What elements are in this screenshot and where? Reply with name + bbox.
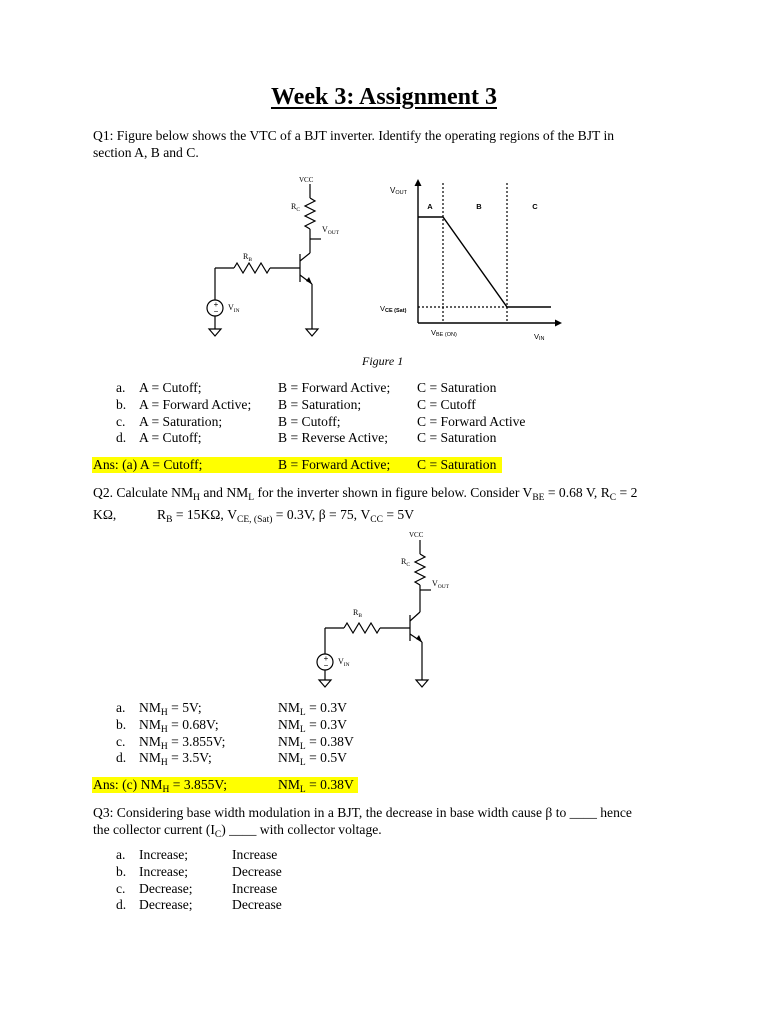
vout-axis-label: VOUT	[390, 186, 407, 196]
option-letter: d.	[116, 750, 127, 766]
q1-answer-c3: C = Saturation	[417, 457, 497, 472]
option-nmh: $NM_H = 3.855V$;	[139, 733, 226, 752]
q3-option-row[interactable]	[116, 864, 416, 881]
rb-label: $R_B$	[243, 252, 253, 263]
q1-answer	[92, 457, 502, 473]
q1-option-row[interactable]	[116, 430, 676, 447]
q2-answer-l: $NM_L = 0.38V$	[278, 777, 354, 795]
rc-label: $R_C$	[291, 202, 301, 213]
svg-text:−: −	[213, 307, 219, 316]
q2-answer	[92, 777, 358, 793]
option-nml: $NM_L = 0.38V$	[278, 733, 354, 752]
q1-option-row[interactable]	[116, 380, 676, 397]
q1-option-row[interactable]	[116, 414, 676, 431]
option-letter: a.	[116, 700, 126, 715]
option-region-b: B = Reverse Active;	[278, 430, 388, 446]
option-region-b: B = Forward Active;	[278, 380, 391, 395]
q1-option-row[interactable]	[116, 397, 676, 414]
q3-option-row[interactable]	[116, 897, 416, 914]
q1-circuit-diagram	[195, 170, 355, 342]
q3-line-1: Q3: Considering base width modulation in a BJT, the decrease in base width cause β to ____ hence	[93, 805, 632, 820]
region-a-label: A	[427, 202, 433, 211]
option-beta: Decrease;	[139, 897, 193, 913]
q2-vcc-label: VCC	[409, 531, 424, 539]
q2-option-row[interactable]	[116, 700, 516, 717]
page-title: Week 3: Assignment 3	[270, 84, 497, 110]
option-region-c: C = Forward Active	[417, 413, 526, 429]
q2-line-2: KΩ, $R_B = 15K\Omega$, $V_{CE, (Sat)} = 0.3V$, β = 75, $V_{CC} = 5V$	[93, 506, 415, 525]
option-nml: $NM_L = 0.3V$	[278, 716, 347, 735]
option-nmh: $NM_H = 0.68V$;	[139, 716, 219, 735]
option-nml: $NM_L = 0.3V$	[278, 700, 347, 718]
q2-vout-label: $V_{OUT}$	[432, 579, 450, 590]
option-letter: d.	[116, 897, 127, 913]
q2-vin-label: $V_{IN}$	[338, 657, 350, 668]
q3-options	[116, 847, 416, 914]
vin-axis-label: VIN	[534, 332, 545, 342]
option-region-a: A = Cutoff;	[139, 380, 202, 395]
q2-options	[116, 700, 516, 767]
vout-label: $V_{OUT}$	[322, 225, 340, 236]
option-region-c: C = Cutoff	[417, 396, 476, 412]
option-beta: Increase;	[139, 863, 189, 879]
option-letter: b.	[116, 716, 127, 732]
option-ic: Increase	[232, 880, 278, 896]
option-region-a: A = Cutoff;	[139, 430, 202, 446]
q3-question	[93, 805, 713, 843]
q2-line-1: Q2. Calculate $NM_H$ and $NM_L$ for the inverter shown in figure below. Consider $V_{BE} = 0.68$ V, $R_C = 2$	[93, 485, 638, 503]
svg-text:+: +	[213, 300, 219, 309]
vce-sat-label: VCE (Sat)	[380, 304, 407, 314]
figure-caption: Figure 1	[362, 354, 404, 368]
option-letter: d.	[116, 430, 127, 446]
q2-question	[93, 485, 693, 524]
q1-question	[93, 128, 614, 161]
option-ic: Decrease	[232, 897, 282, 913]
vcc-label: VCC	[299, 176, 314, 184]
option-ic: Decrease	[232, 863, 282, 879]
q2-option-row[interactable]	[116, 734, 516, 751]
option-region-b: B = Saturation;	[278, 396, 362, 412]
option-letter: c.	[116, 413, 126, 429]
option-beta: Increase;	[139, 847, 189, 862]
q2-answer-h: Ans: (c) $NM_H = 3.855V$;	[93, 777, 227, 795]
svg-text:+: +	[323, 654, 329, 663]
option-region-b: B = Cutoff;	[278, 413, 341, 429]
option-nmh: $NM_H = 5V$;	[139, 700, 202, 718]
option-letter: a.	[116, 847, 126, 862]
vtc-plot	[375, 175, 575, 347]
q1-options	[116, 380, 676, 447]
vin-label: $V_{IN}$	[228, 303, 240, 314]
option-ic: Increase	[232, 847, 278, 862]
q2-circuit-diagram	[305, 528, 465, 700]
option-region-a: A = Saturation;	[139, 413, 223, 429]
q2-rb-label: $R_B$	[353, 608, 363, 619]
q1-answer-c2: B = Forward Active;	[278, 457, 391, 472]
option-letter: c.	[116, 733, 126, 749]
option-letter: b.	[116, 863, 127, 879]
q1-line-2: section A, B and C.	[93, 144, 199, 160]
option-region-c: C = Saturation	[417, 380, 497, 395]
option-region-c: C = Saturation	[417, 430, 497, 446]
svg-text:−: −	[323, 661, 329, 670]
q3-option-row[interactable]	[116, 881, 416, 898]
option-letter: b.	[116, 396, 127, 412]
region-c-label: C	[532, 202, 538, 211]
q3-option-row[interactable]	[116, 847, 416, 864]
option-letter: a.	[116, 380, 126, 395]
q2-option-row[interactable]	[116, 750, 516, 767]
q3-line-2: the collector current $(I_C)$ ____ with collector voltage.	[93, 821, 382, 840]
q1-answer-c1: Ans: (a) A = Cutoff;	[93, 457, 203, 472]
option-nmh: $NM_H = 3.5V$;	[139, 750, 212, 769]
option-nml: $NM_L = 0.5V$	[278, 750, 347, 769]
vbe-on-label: VBE (ON)	[431, 328, 457, 338]
q2-option-row[interactable]	[116, 717, 516, 734]
option-letter: c.	[116, 880, 126, 896]
q1-line-1: Q1: Figure below shows the VTC of a BJT inverter. Identify the operating regions of the BJT in	[93, 128, 615, 143]
option-beta: Decrease;	[139, 880, 193, 896]
region-b-label: B	[476, 202, 482, 211]
q2-rc-label: $R_C$	[401, 557, 411, 568]
option-region-a: A = Forward Active;	[139, 396, 252, 412]
